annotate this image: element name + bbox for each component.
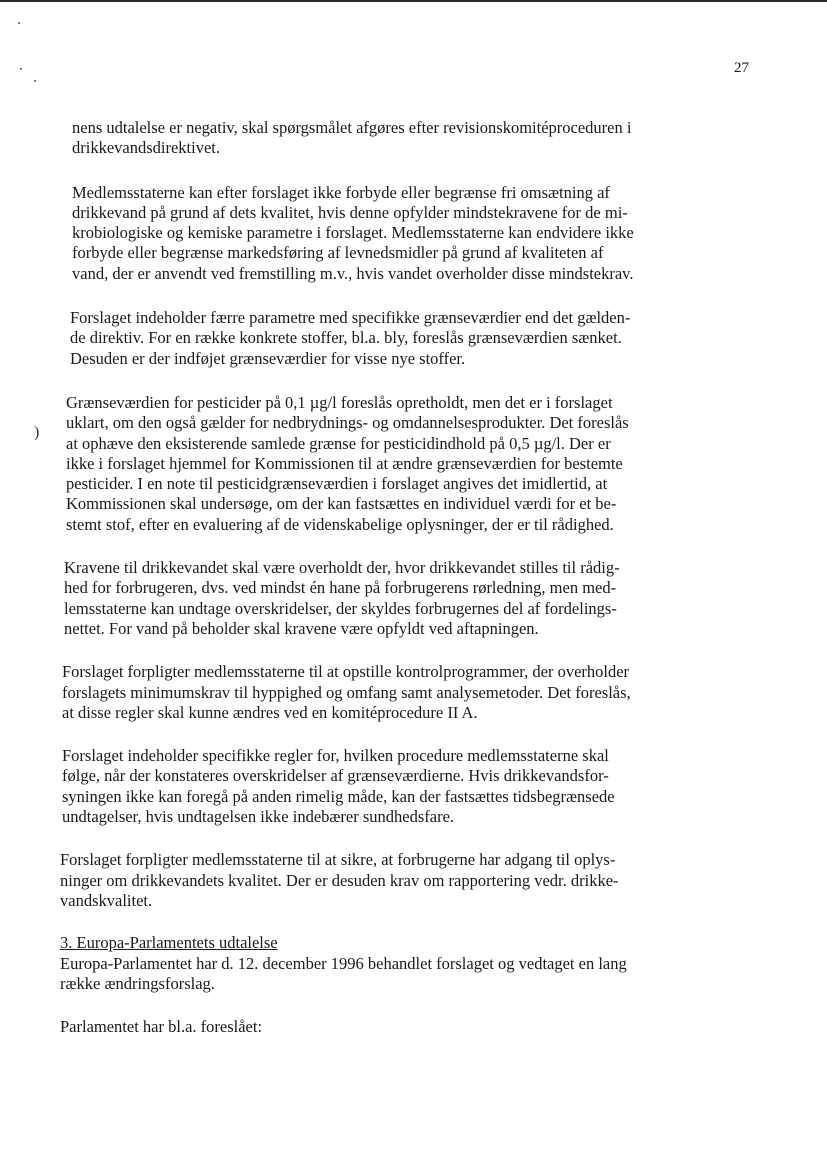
paragraph-committee-procedure: nens udtalelse er negativ, skal spørgsmålet afgøres efter revisionskomitéproceduren i drikkevandsdirektivet. [72, 118, 632, 158]
top-border-rule [0, 0, 827, 2]
document-body [60, 118, 750, 1037]
paragraph-parameters: Forslaget indeholder færre parametre med specifikke grænseværdier end det gælden- de direktiv. For en række konkrete stoffer, bl.a. bly, foreslås grænseværdien sænket. Desuden er der indføjet grænseværdier for visse nye stoffer. [70, 308, 631, 368]
paragraph-compliance-point: Kravene til drikkevandet skal være overholdt der, hvor drikkevandet stilles til rådig- hed for forbrugeren, dvs. ved mindst én hane på forbrugerens rørledning, men med- lemsstaterne kan undtage overskridelser, der skyldes forbrugernes del af fordelings- nettet. For vand på beholder skal kravene være opfyldt ved aftapningen. [64, 558, 620, 638]
section-heading: 3. Europa-Parlamentets udtalelse [60, 933, 278, 953]
scan-speck [18, 22, 20, 24]
paragraph-free-circulation: Medlemsstaterne kan efter forslaget ikke forbyde eller begrænse fri omsætning af drikkevand på grund af dets kvalitet, hvis denne opfylder mindstekravene for de mi- krobiologiske og kemiske parametre i forslaget. Medlemsstaterne kan endvidere ikke forbyde eller begrænse markedsføring af levnedsmidler på grund af kvaliteten af vand, der er anvendt ved fremstilling m.v., hvis vandet overholder disse mindstekrav. [72, 182, 634, 283]
page-number: 27 [734, 60, 749, 76]
paragraph-parliament-opinion: Europa-Parlamentet har d. 12. december 1996 behandlet forslaget og vedtaget en lang række ændringsforslag. [60, 953, 627, 993]
paragraph-pesticides: Grænseværdien for pesticider på 0,1 µg/l foreslås opretholdt, men det er i forslaget uklart, om den også gælder for nedbrydnings- og omdannelsesprodukter. Det foreslås at ophæve den eksisterende samlede grænse for pesticidindhold på 0,5 µg/l. Der er ikke i forslaget hjemmel for Kommissionen til at ændre grænseværdien for bestemte pesticider. I en note til pesticidgrænseværdien i forslaget angives det imidlertid, at Kommissionen skal undersøge, om der kan fastsættes en individuel værdi for et be- stemt stof, efter en evaluering af de videnskabelige oplysninger, der er til rådighed. [66, 392, 629, 534]
scan-speck [34, 80, 36, 82]
paragraph-consumer-information: Forslaget forpligter medlemsstaterne til at sikre, at forbrugerne har adgang til oplys- ninger om drikkevandets kvalitet. Der er desuden krav om rapportering vedr. drikke- vandskvalitet. [60, 850, 619, 910]
paragraph-parliament-proposals: Parlamentet har bl.a. foreslået: [60, 1017, 263, 1037]
paragraph-exceedances: Forslaget indeholder specifikke regler for, hvilken procedure medlemsstaterne skal følge, når der konstateres overskridelser af grænseværdierne. Hvis drikkevandsfor- syningen ikke kan foregå på anden rimelig måde, kan der fastsættes tidsbegrænsede undtagelser, hvis undtagelsen ikke indebærer sundhedsfare. [62, 746, 615, 827]
paragraph-monitoring: Forslaget forpligter medlemsstaterne til at opstille kontrolprogrammer, der overholder forslagets minimumskrav til hyppighed og omfang samt analysemetoder. Det foreslås, at disse regler skal kunne ændres ved en komitéprocedure II A. [62, 662, 631, 722]
margin-bracket-mark: ) [34, 424, 40, 441]
scan-speck [20, 68, 22, 70]
